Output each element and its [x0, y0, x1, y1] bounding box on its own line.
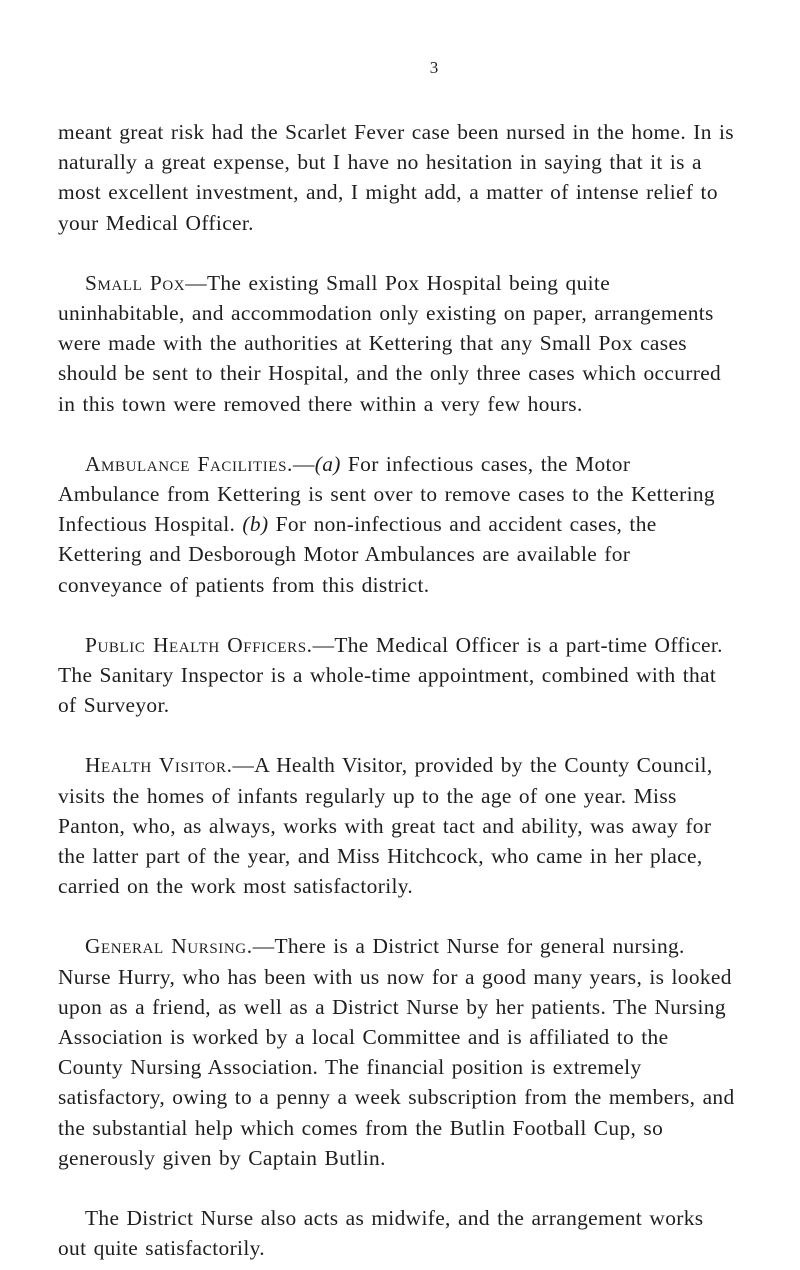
paragraph-general-nursing	[58, 931, 738, 1173]
paragraph-text: —The Medical Officer is a part-time Officer. The Sanitary Inspector is a whole-time appointment, combined with that of Surveyor.	[58, 632, 723, 718]
body-text	[58, 117, 738, 1264]
paragraph-text: The District Nurse also acts as midwife, and the arrangement works out quite satisfactorily.	[58, 1206, 704, 1261]
paragraph-ambulance-facilities	[58, 449, 738, 600]
paragraph-health-visitor	[58, 750, 738, 901]
subsection-marker-b: (b)	[242, 512, 269, 537]
section-heading-health-visitor: Health Visitor.	[85, 753, 233, 778]
paragraph-text: —The existing Small Pox Hospital being quite uninhabitable, and accommodation only existing on paper, arrangements were made with the authorities at Kettering that any Small Pox cases should be sent to their Hospital, and the only three cases which occurred in this town were removed there within a very few hours.	[58, 270, 722, 416]
heading-dash: —	[292, 451, 315, 476]
paragraph-text-a: For infectious cases, the Motor Ambulance from Kettering is sent over to remove cases to the Kettering Infectious Hospital.	[58, 451, 715, 537]
paragraph-scarlet-fever-continuation	[58, 117, 738, 238]
section-heading-small-pox: Small Pox	[85, 270, 186, 295]
paragraph-text: —There is a District Nurse for general nursing. Nurse Hurry, who has been with us now for a good many years, is looked upon as a friend, as well as a District Nurse by her patients. The Nursing Association is worked by a local Committee and is affiliated to the County Nursing Association. The financial position is extremely satisfactory, owing to a penny a week subscription from the members, and the substantial help which comes from the Butlin Football Cup, so generously given by Captain Butlin.	[58, 934, 735, 1170]
page-number: 3	[429, 58, 439, 77]
subsection-marker-a: (a)	[314, 451, 341, 476]
paragraph-small-pox	[58, 268, 738, 419]
paragraph-text-b: For non-infectious and accident cases, the Kettering and Desborough Motor Ambulances are available for conveyance of patients from this district.	[58, 512, 657, 597]
section-heading-public-health-officers: Public Health Officers.	[85, 632, 313, 657]
paragraph-midwife	[58, 1203, 738, 1263]
paragraph-public-health-officers	[58, 630, 738, 721]
paragraph-text: —A Health Visitor, provided by the County Council, visits the homes of infants regularly up to the age of one year. Miss Panton, who, as always, works with great tact and ability, was away for the latter part of the year, and Miss Hitchcock, who came in her place, carried on the work most satisfactorily.	[58, 753, 713, 899]
section-heading-general-nursing: General Nursing.	[85, 934, 253, 959]
paragraph-text: meant great risk had the Scarlet Fever case been nursed in the home. In is naturally a great expense, but I have no hesitation in saying that it is a most excellent investment, and, I might add, a matter of intense relief to your Medical Officer.	[58, 120, 734, 235]
section-heading-ambulance-facilities: Ambulance Facilities.	[85, 451, 293, 476]
